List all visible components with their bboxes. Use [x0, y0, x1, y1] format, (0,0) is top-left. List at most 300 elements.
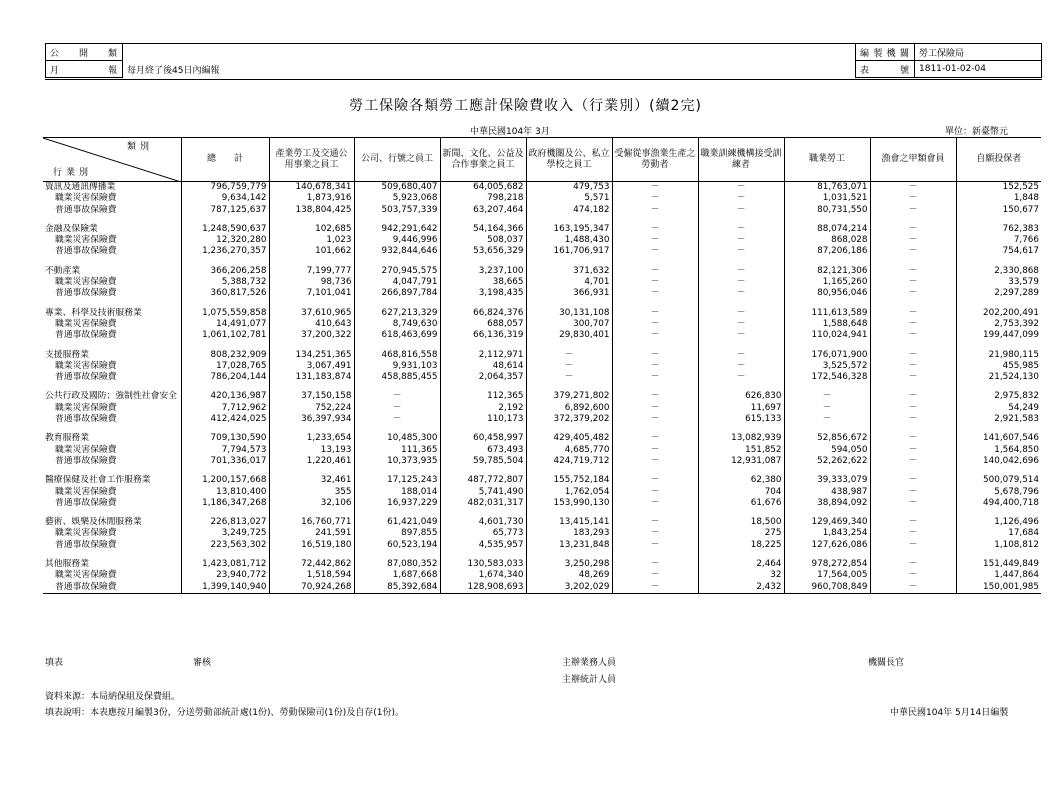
value-cell: － — [784, 391, 870, 402]
gap-cell — [43, 258, 181, 266]
value-cell: 1,674,340 — [440, 570, 526, 581]
value-cell: － — [698, 372, 784, 383]
col-header: 政府機關及公、私立學校之員工 — [526, 138, 612, 182]
gap-cell — [698, 425, 784, 433]
gap-cell — [43, 551, 181, 559]
value-cell: 54,164,366 — [440, 224, 526, 235]
gap-cell — [870, 383, 956, 391]
value-cell: 1,873,916 — [269, 193, 354, 204]
meta-right-box — [855, 43, 1042, 78]
row-label: 藝術、娛樂及休閒服務業 — [45, 517, 142, 528]
data-source: 資料來源：本局納保組及保費組。 — [45, 692, 181, 702]
value-cell: 1,423,081,712 — [181, 559, 269, 570]
gap-cell — [784, 258, 870, 266]
stats-officer-label: 主辦統計人員 — [562, 675, 617, 685]
gap-cell — [440, 551, 526, 559]
value-cell: 4,047,791 — [354, 277, 440, 288]
sub-row — [43, 582, 1041, 594]
value-cell: 202,200,491 — [956, 308, 1041, 319]
value-cell: 5,678,796 — [956, 487, 1041, 498]
value-cell: － — [612, 487, 698, 498]
row-label: 普通事故保險費 — [55, 372, 117, 383]
value-cell: 16,519,180 — [269, 540, 354, 551]
value-cell: 7,766 — [956, 235, 1041, 246]
value-cell: － — [698, 277, 784, 288]
meta-label: 月報 — [46, 61, 123, 78]
value-cell: － — [870, 582, 956, 594]
value-cell: 455,985 — [956, 361, 1041, 372]
col-header: 職業勞工 — [784, 138, 870, 182]
value-cell: 128,908,693 — [440, 582, 526, 594]
value-cell: 371,632 — [526, 266, 612, 277]
gap-cell — [440, 467, 526, 475]
sub-row — [43, 235, 1041, 246]
value-cell: 64,005,682 — [440, 182, 526, 194]
gap-cell — [354, 467, 440, 475]
gap-cell — [784, 551, 870, 559]
value-cell: 6,892,600 — [526, 403, 612, 414]
sub-row — [43, 361, 1041, 372]
value-cell: － — [612, 308, 698, 319]
value-cell: － — [870, 456, 956, 467]
value-cell: － — [526, 350, 612, 361]
value-cell: － — [612, 475, 698, 486]
value-cell: 87,206,186 — [784, 246, 870, 257]
value-cell: 1,518,594 — [269, 570, 354, 581]
value-cell: 21,524,130 — [956, 372, 1041, 383]
value-cell: － — [698, 193, 784, 204]
value-cell: 101,662 — [269, 246, 354, 257]
meta-value: 每月終了後45日內編報 — [127, 65, 220, 76]
section-gap — [43, 551, 1041, 559]
value-cell: － — [870, 330, 956, 341]
value-cell: 379,271,802 — [526, 391, 612, 402]
class-label: 類別 — [127, 142, 154, 152]
gap-cell — [956, 258, 1041, 266]
gap-cell — [269, 258, 354, 266]
value-cell: － — [612, 361, 698, 372]
value-cell: － — [698, 350, 784, 361]
value-cell: 494,400,718 — [956, 498, 1041, 509]
value-cell: 54,249 — [956, 403, 1041, 414]
value-cell: － — [526, 361, 612, 372]
value-cell: 482,031,317 — [440, 498, 526, 509]
gap-cell — [784, 509, 870, 517]
value-cell: 673,493 — [440, 445, 526, 456]
row-label: 專業、科學及技術服務業 — [45, 307, 142, 318]
industry-label: 行業別 — [53, 168, 93, 178]
value-cell: 2,064,357 — [440, 372, 526, 383]
row-label: 普通事故保險費 — [55, 414, 117, 425]
row-label: 職業災害保險費 — [55, 360, 117, 371]
value-cell: 199,447,099 — [956, 330, 1041, 341]
value-cell: 1,023 — [269, 235, 354, 246]
report-title: 勞工保險各類勞工應計保險費收入（行業別）(續2完) — [349, 98, 702, 114]
gap-cell — [870, 258, 956, 266]
gap-cell — [956, 425, 1041, 433]
value-cell: － — [870, 433, 956, 444]
gap-cell — [440, 383, 526, 391]
value-cell: 3,067,491 — [269, 361, 354, 372]
gap-cell — [43, 216, 181, 224]
table-header — [43, 138, 1041, 182]
value-cell: 16,937,229 — [354, 498, 440, 509]
row-label: 普通事故保險費 — [55, 497, 117, 508]
value-cell: 1,687,668 — [354, 570, 440, 581]
value-cell: 688,057 — [440, 319, 526, 330]
gap-cell — [440, 300, 526, 308]
gap-cell — [526, 383, 612, 391]
value-cell: － — [870, 403, 956, 414]
sub-row — [43, 445, 1041, 456]
value-cell: 1,165,260 — [784, 277, 870, 288]
value-cell: 4,701 — [526, 277, 612, 288]
gap-cell — [354, 258, 440, 266]
value-cell: 11,697 — [698, 403, 784, 414]
gap-cell — [612, 467, 698, 475]
value-cell: 701,336,017 — [181, 456, 269, 467]
value-cell: － — [870, 182, 956, 194]
value-cell: 372,379,202 — [526, 414, 612, 425]
gap-cell — [269, 551, 354, 559]
gap-cell — [698, 216, 784, 224]
value-cell: 412,424,025 — [181, 414, 269, 425]
value-cell: 72,442,862 — [269, 559, 354, 570]
gap-cell — [870, 216, 956, 224]
value-cell: － — [870, 559, 956, 570]
value-cell: 808,232,909 — [181, 350, 269, 361]
value-cell: 2,330,868 — [956, 266, 1041, 277]
gap-cell — [526, 467, 612, 475]
gap-cell — [440, 216, 526, 224]
value-cell: 479,753 — [526, 182, 612, 194]
value-cell: － — [354, 414, 440, 425]
row-label: 職業災害保險費 — [55, 486, 117, 497]
fill-note: 填表說明：本表應按月編製3份，分送勞動部統計處(1份)、勞動保險司(1份)及自存(1份)。 — [45, 708, 404, 718]
value-cell: 7,199,777 — [269, 266, 354, 277]
value-cell: 138,804,425 — [269, 205, 354, 216]
value-cell: 18,500 — [698, 517, 784, 528]
sub-row — [43, 288, 1041, 299]
value-cell: 32 — [698, 570, 784, 581]
gap-cell — [181, 258, 269, 266]
value-cell: － — [698, 182, 784, 194]
value-cell: 3,249,725 — [181, 528, 269, 539]
value-cell: 1,564,850 — [956, 445, 1041, 456]
section-gap — [43, 467, 1041, 475]
value-cell: 2,464 — [698, 559, 784, 570]
value-cell: 127,626,086 — [784, 540, 870, 551]
value-cell: 2,921,583 — [956, 414, 1041, 425]
gap-cell — [870, 342, 956, 350]
gap-cell — [43, 342, 181, 350]
row-label: 普通事故保險費 — [55, 455, 117, 466]
value-cell: 615,133 — [698, 414, 784, 425]
gap-cell — [269, 383, 354, 391]
value-cell: － — [612, 570, 698, 581]
gap-cell — [784, 467, 870, 475]
gap-cell — [612, 258, 698, 266]
row-label: 普通事故保險費 — [55, 204, 117, 215]
gap-cell — [354, 342, 440, 350]
value-cell: 23,940,772 — [181, 570, 269, 581]
value-cell: 355 — [269, 487, 354, 498]
sub-row — [43, 319, 1041, 330]
value-cell: 131,183,874 — [269, 372, 354, 383]
row-label: 普通事故保險費 — [55, 581, 117, 592]
value-cell: 80,731,550 — [784, 205, 870, 216]
gap-cell — [698, 383, 784, 391]
value-cell: － — [612, 391, 698, 402]
gap-cell — [698, 258, 784, 266]
value-cell: － — [870, 372, 956, 383]
gap-cell — [269, 509, 354, 517]
value-cell: 38,665 — [440, 277, 526, 288]
value-cell: 13,193 — [269, 445, 354, 456]
value-cell: 786,204,144 — [181, 372, 269, 383]
sub-row — [43, 487, 1041, 498]
gap-cell — [526, 300, 612, 308]
value-cell: － — [612, 528, 698, 539]
col-header: 受僱從事漁業生產之勞動者 — [612, 138, 698, 182]
value-cell: 80,956,046 — [784, 288, 870, 299]
value-cell: 188,014 — [354, 487, 440, 498]
value-cell: 1,126,496 — [956, 517, 1041, 528]
value-cell: 627,213,329 — [354, 308, 440, 319]
value-cell: 4,535,957 — [440, 540, 526, 551]
value-cell: 140,678,341 — [269, 182, 354, 194]
value-cell: － — [612, 433, 698, 444]
value-cell: 141,607,546 — [956, 433, 1041, 444]
value-cell: － — [870, 517, 956, 528]
gap-cell — [354, 216, 440, 224]
value-cell: 420,136,987 — [181, 391, 269, 402]
value-cell: － — [870, 246, 956, 257]
sub-row — [43, 498, 1041, 509]
col-header: 漁會之甲類會員 — [870, 138, 956, 182]
industry-row — [43, 433, 1041, 444]
gap-cell — [526, 509, 612, 517]
value-cell: － — [698, 319, 784, 330]
value-cell: 762,383 — [956, 224, 1041, 235]
value-cell: － — [612, 193, 698, 204]
value-cell: 52,856,672 — [784, 433, 870, 444]
value-cell: 153,990,130 — [526, 498, 612, 509]
value-cell: 102,685 — [269, 224, 354, 235]
row-label: 職業災害保險費 — [55, 318, 117, 329]
section-gap — [43, 216, 1041, 224]
value-cell: － — [870, 414, 956, 425]
gap-cell — [956, 342, 1041, 350]
value-cell: 3,525,572 — [784, 361, 870, 372]
gap-cell — [269, 467, 354, 475]
value-cell: 754,617 — [956, 246, 1041, 257]
class-header-cell — [43, 138, 181, 182]
sub-row — [43, 205, 1041, 216]
value-cell: 2,112,971 — [440, 350, 526, 361]
value-cell: 752,224 — [269, 403, 354, 414]
value-cell: 796,759,779 — [181, 182, 269, 194]
value-cell: － — [612, 456, 698, 467]
value-cell: 960,708,849 — [784, 582, 870, 594]
value-cell: － — [870, 528, 956, 539]
row-label: 不動產業 — [45, 265, 81, 276]
value-cell: 30,131,108 — [526, 308, 612, 319]
gap-cell — [956, 383, 1041, 391]
value-cell: 32,461 — [269, 475, 354, 486]
gap-cell — [354, 551, 440, 559]
value-cell: 61,421,049 — [354, 517, 440, 528]
value-cell: 8,749,630 — [354, 319, 440, 330]
value-cell: － — [870, 445, 956, 456]
value-cell: 33,579 — [956, 277, 1041, 288]
gap-cell — [354, 509, 440, 517]
value-cell: 1,200,157,668 — [181, 475, 269, 486]
value-cell: 4,685,770 — [526, 445, 612, 456]
gap-cell — [181, 467, 269, 475]
value-cell: 63,207,464 — [440, 205, 526, 216]
row-label: 金融及保險業 — [45, 223, 98, 234]
value-cell: 82,121,306 — [784, 266, 870, 277]
value-cell: 223,563,302 — [181, 540, 269, 551]
gap-cell — [526, 425, 612, 433]
value-cell: 37,150,158 — [269, 391, 354, 402]
sub-row — [43, 403, 1041, 414]
value-cell: － — [612, 246, 698, 257]
value-cell: － — [698, 205, 784, 216]
gap-cell — [354, 425, 440, 433]
value-cell: 5,388,732 — [181, 277, 269, 288]
value-cell: 3,250,298 — [526, 559, 612, 570]
value-cell: 7,101,041 — [269, 288, 354, 299]
value-cell: － — [612, 319, 698, 330]
sub-row — [43, 330, 1041, 341]
value-cell: 87,080,352 — [354, 559, 440, 570]
value-cell: 112,365 — [440, 391, 526, 402]
value-cell: 438,987 — [784, 487, 870, 498]
gap-cell — [870, 300, 956, 308]
gap-cell — [612, 383, 698, 391]
value-cell: 110,173 — [440, 414, 526, 425]
value-cell: 932,844,646 — [354, 246, 440, 257]
gap-cell — [43, 300, 181, 308]
value-cell: 500,079,514 — [956, 475, 1041, 486]
value-cell: － — [612, 266, 698, 277]
value-cell: 48,614 — [440, 361, 526, 372]
value-cell: 151,449,849 — [956, 559, 1041, 570]
value-cell: 897,855 — [354, 528, 440, 539]
value-cell: － — [612, 540, 698, 551]
gap-cell — [612, 551, 698, 559]
value-cell: － — [784, 403, 870, 414]
value-cell: － — [870, 193, 956, 204]
gap-cell — [612, 342, 698, 350]
gap-cell — [784, 383, 870, 391]
value-cell: 424,719,712 — [526, 456, 612, 467]
gap-cell — [526, 342, 612, 350]
value-cell: 2,975,832 — [956, 391, 1041, 402]
value-cell: － — [612, 403, 698, 414]
value-cell: 62,380 — [698, 475, 784, 486]
industry-row — [43, 559, 1041, 570]
value-cell: 787,125,637 — [181, 205, 269, 216]
gap-cell — [784, 425, 870, 433]
value-cell: 16,760,771 — [269, 517, 354, 528]
value-cell: 155,752,184 — [526, 475, 612, 486]
value-cell: 52,262,622 — [784, 456, 870, 467]
value-cell: 66,136,319 — [440, 330, 526, 341]
value-cell: － — [870, 266, 956, 277]
sub-row — [43, 193, 1041, 204]
gap-cell — [612, 509, 698, 517]
value-cell: 5,571 — [526, 193, 612, 204]
row-label: 普通事故保險費 — [55, 288, 117, 299]
value-cell: 241,591 — [269, 528, 354, 539]
gap-cell — [956, 551, 1041, 559]
gap-cell — [440, 509, 526, 517]
value-cell: － — [698, 288, 784, 299]
value-cell: 1,031,521 — [784, 193, 870, 204]
currency-unit: 單位：新臺幣元 — [945, 127, 1009, 137]
value-cell: － — [870, 361, 956, 372]
value-cell: － — [612, 224, 698, 235]
value-cell: － — [612, 330, 698, 341]
value-cell: 1,108,812 — [956, 540, 1041, 551]
meta-value: 勞工保險局 — [915, 44, 1042, 61]
value-cell: － — [526, 372, 612, 383]
value-cell: 5,741,490 — [440, 487, 526, 498]
section-gap — [43, 300, 1041, 308]
col-header: 自願投保者 — [956, 138, 1041, 182]
value-cell: 9,446,996 — [354, 235, 440, 246]
gap-cell — [269, 425, 354, 433]
value-cell: 111,613,589 — [784, 308, 870, 319]
value-cell: － — [612, 277, 698, 288]
row-label: 公共行政及國防；強制性社會安全 — [45, 391, 177, 402]
row-label: 普通事故保險費 — [55, 539, 117, 550]
gap-cell — [698, 509, 784, 517]
value-cell: 1,399,140,940 — [181, 582, 269, 594]
value-cell: 70,924,268 — [269, 582, 354, 594]
value-cell: － — [612, 350, 698, 361]
value-cell: 17,028,765 — [181, 361, 269, 372]
value-cell: － — [698, 308, 784, 319]
value-cell: 140,042,696 — [956, 456, 1041, 467]
value-cell: 618,463,699 — [354, 330, 440, 341]
sub-row — [43, 372, 1041, 383]
review-label: 審核 — [193, 658, 212, 668]
value-cell: 1,447,864 — [956, 570, 1041, 581]
col-header: 總 計 — [181, 138, 269, 182]
value-cell: 1,488,430 — [526, 235, 612, 246]
industry-row — [43, 517, 1041, 528]
value-cell: 1,061,102,781 — [181, 330, 269, 341]
sub-row — [43, 246, 1041, 257]
value-cell: 300,707 — [526, 319, 612, 330]
value-cell: 17,684 — [956, 528, 1041, 539]
value-cell: 172,546,328 — [784, 372, 870, 383]
sub-row — [43, 570, 1041, 581]
value-cell: 2,192 — [440, 403, 526, 414]
value-cell: － — [870, 540, 956, 551]
gap-cell — [181, 300, 269, 308]
value-cell: － — [698, 361, 784, 372]
gap-cell — [870, 551, 956, 559]
value-cell: 1,762,054 — [526, 487, 612, 498]
value-cell: 709,130,590 — [181, 433, 269, 444]
value-cell: 1,233,654 — [269, 433, 354, 444]
gap-cell — [181, 425, 269, 433]
